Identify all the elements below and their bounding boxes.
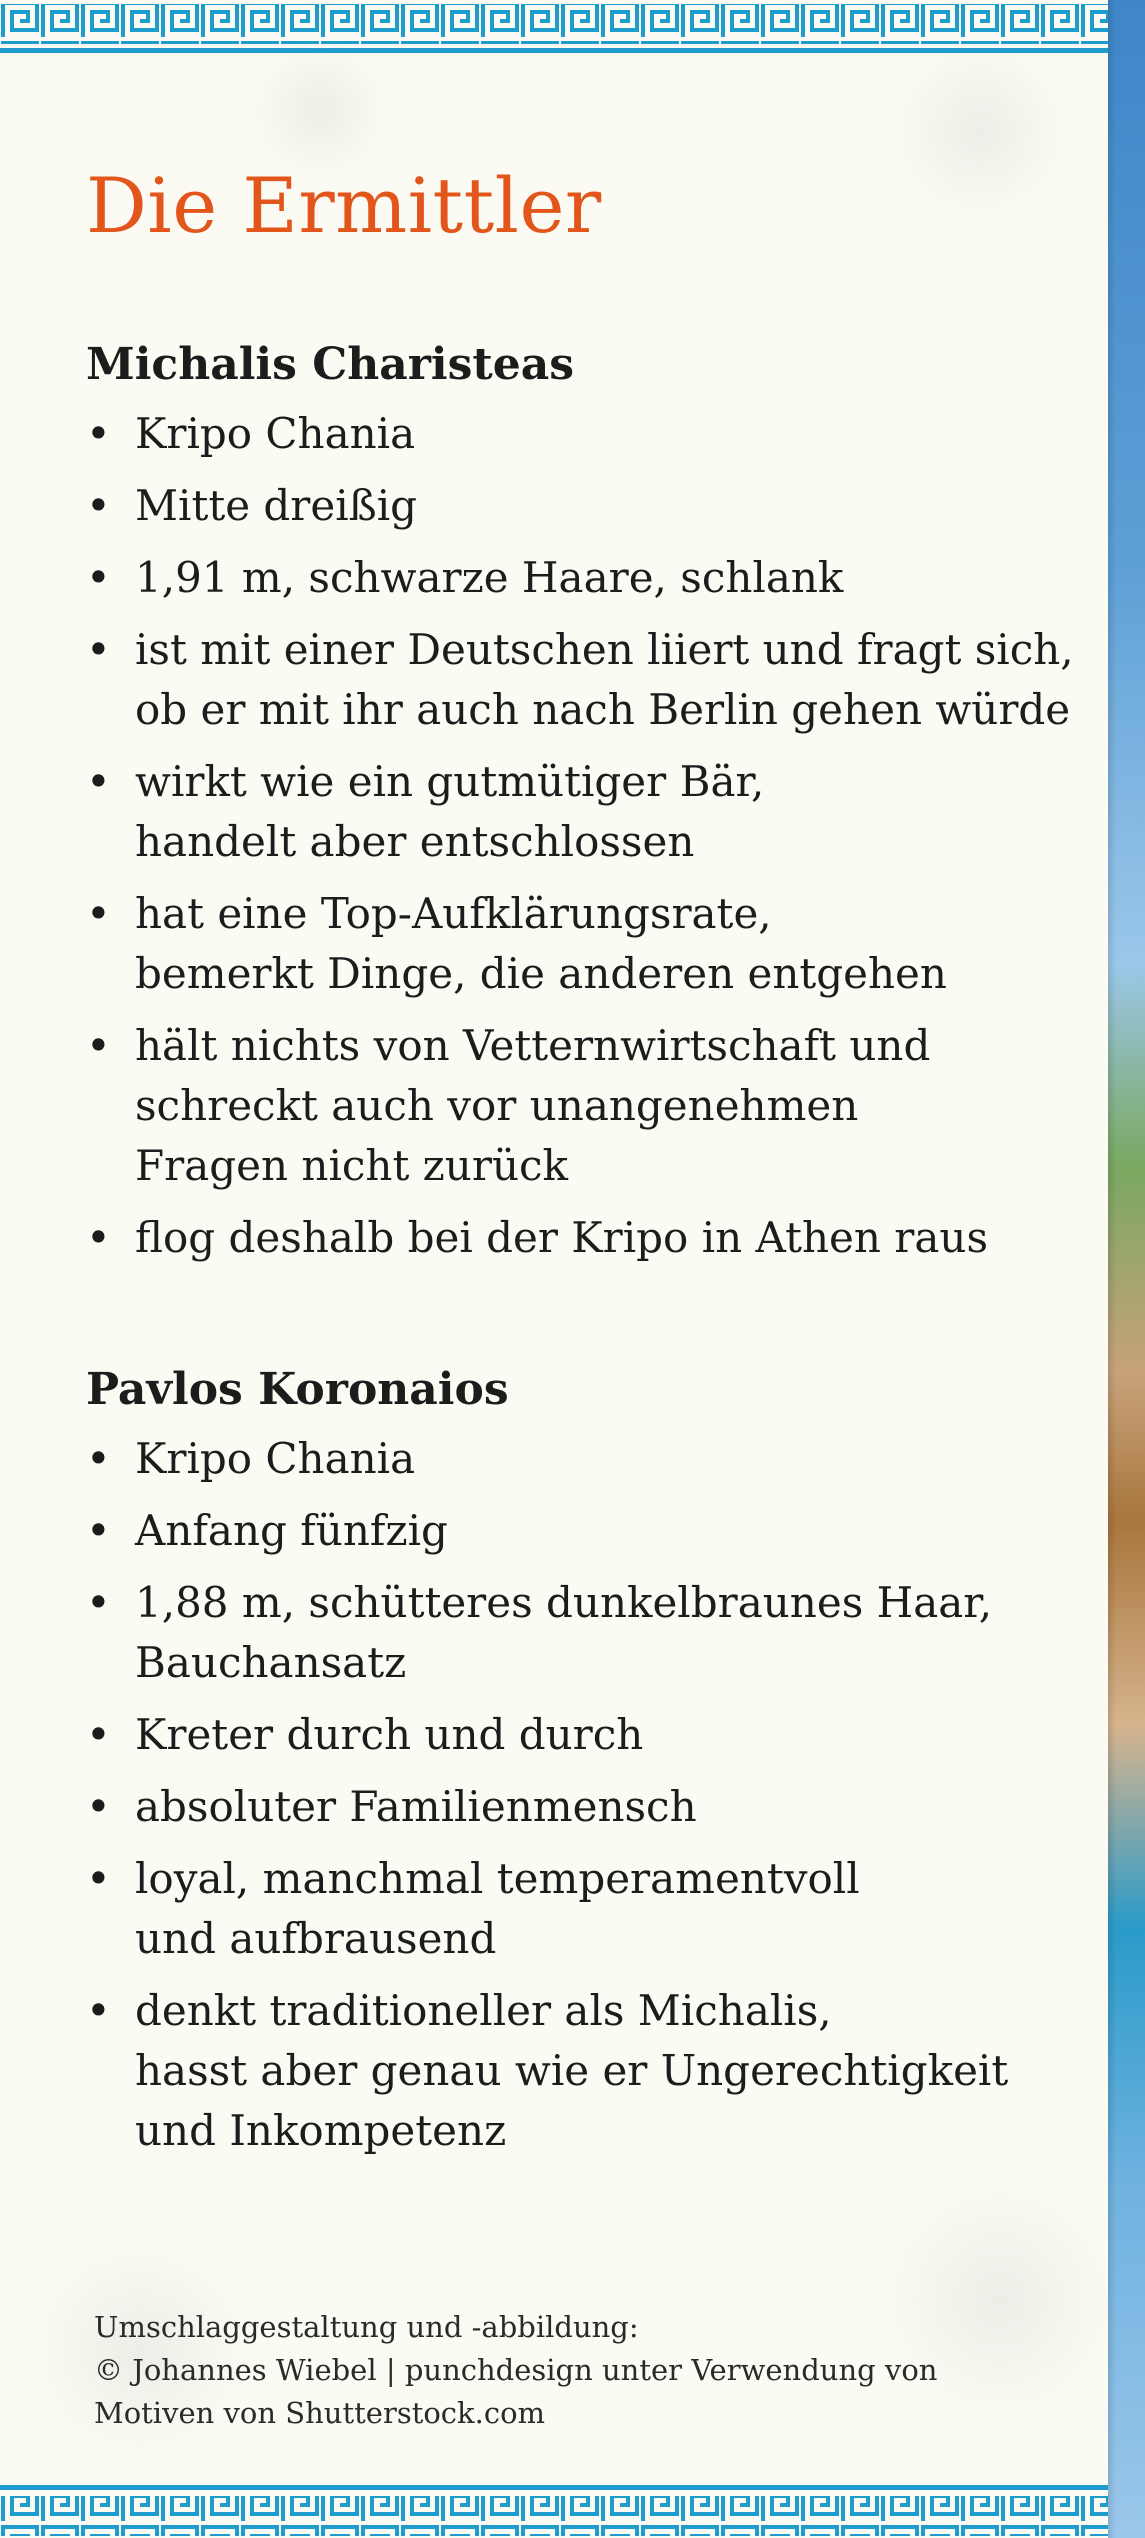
bullet-icon: • xyxy=(86,625,111,674)
list-item xyxy=(86,1849,1046,1969)
list-item xyxy=(86,1705,1046,1765)
list-item-text: schreckt auch vor unangenehmen xyxy=(135,1081,859,1130)
list-item-text: hält nichts von Vetternwirtschaft und xyxy=(135,1021,931,1070)
list-item xyxy=(86,1777,1046,1837)
list-item xyxy=(86,1429,1046,1489)
list-item-text: denkt traditioneller als Michalis, xyxy=(135,1986,832,2035)
list-item xyxy=(86,1573,1046,1693)
bullet-icon: • xyxy=(86,757,111,806)
trait-list xyxy=(86,1429,1046,2173)
list-item-text: bemerkt Dinge, die anderen entgehen xyxy=(135,949,947,998)
list-item-text: Kripo Chania xyxy=(135,1434,416,1483)
list-item-text: ob er mit ihr auch nach Berlin gehen würde xyxy=(135,685,1071,734)
list-item xyxy=(86,1016,1046,1196)
list-item xyxy=(86,1208,1046,1268)
list-item-text: handelt aber entschlossen xyxy=(135,817,695,866)
list-item xyxy=(86,404,1046,464)
list-item xyxy=(86,548,1046,608)
bullet-icon: • xyxy=(86,1506,111,1555)
bullet-icon: • xyxy=(86,889,111,938)
credits-line: Motiven von Shutterstock.com xyxy=(94,2396,546,2430)
list-item-text: Anfang fünfzig xyxy=(135,1506,448,1555)
list-item xyxy=(86,1501,1046,1561)
bullet-icon: • xyxy=(86,1986,111,2035)
list-item-text: und Inkompetenz xyxy=(135,2106,507,2155)
bullet-icon: • xyxy=(86,1854,111,1903)
list-item-text: hat eine Top-Aufklärungsrate, xyxy=(135,889,772,938)
credits-line: © Johannes Wiebel | punchdesign unter Verwendung von xyxy=(94,2353,938,2387)
bullet-icon: • xyxy=(86,1021,111,1070)
list-item-text: absoluter Familienmensch xyxy=(135,1782,697,1831)
list-item-text: ist mit einer Deutschen liiert und fragt sich, xyxy=(135,625,1074,674)
list-item-text: Fragen nicht zurück xyxy=(135,1141,568,1190)
bullet-icon: • xyxy=(86,481,111,530)
list-item-text: 1,91 m, schwarze Haare, schlank xyxy=(135,553,844,602)
greek-key-border-top xyxy=(0,0,1108,54)
bullet-icon: • xyxy=(86,409,111,458)
list-item-text: Mitte dreißig xyxy=(135,481,418,530)
bullet-icon: • xyxy=(86,1578,111,1627)
character-name: Michalis Charisteas xyxy=(86,339,575,390)
list-item xyxy=(86,1981,1046,2161)
character-name: Pavlos Koronaios xyxy=(86,1364,509,1415)
bullet-icon: • xyxy=(86,1782,111,1831)
list-item-text: Kripo Chania xyxy=(135,409,416,458)
list-item-text: flog deshalb bei der Kripo in Athen raus xyxy=(135,1213,989,1262)
list-item-text: Kreter durch und durch xyxy=(135,1710,644,1759)
bullet-icon: • xyxy=(86,1710,111,1759)
list-item xyxy=(86,884,1046,1004)
credits-line: Umschlaggestaltung und -abbildung: xyxy=(94,2310,639,2344)
bullet-icon: • xyxy=(86,1213,111,1262)
list-item xyxy=(86,620,1074,740)
list-item-text: 1,88 m, schütteres dunkelbraunes Haar, xyxy=(135,1578,993,1627)
list-item xyxy=(86,476,1046,536)
greek-key-border-bottom xyxy=(0,2484,1108,2538)
cover-credits xyxy=(94,2306,937,2435)
bullet-icon: • xyxy=(86,1434,111,1483)
list-item-text: wirkt wie ein gutmütiger Bär, xyxy=(135,757,765,806)
page-title: Die Ermittler xyxy=(86,161,602,250)
list-item-text: hasst aber genau wie er Ungerechtigkeit xyxy=(135,2046,1009,2095)
cover-photo-edge xyxy=(1108,0,1145,2538)
trait-list xyxy=(86,404,1074,1280)
list-item-text: loyal, manchmal temperamentvoll xyxy=(135,1854,860,1903)
list-item-text: Bauchansatz xyxy=(135,1638,407,1687)
list-item-text: und aufbrausend xyxy=(135,1914,497,1963)
list-item xyxy=(86,752,1046,872)
bullet-icon: • xyxy=(86,553,111,602)
